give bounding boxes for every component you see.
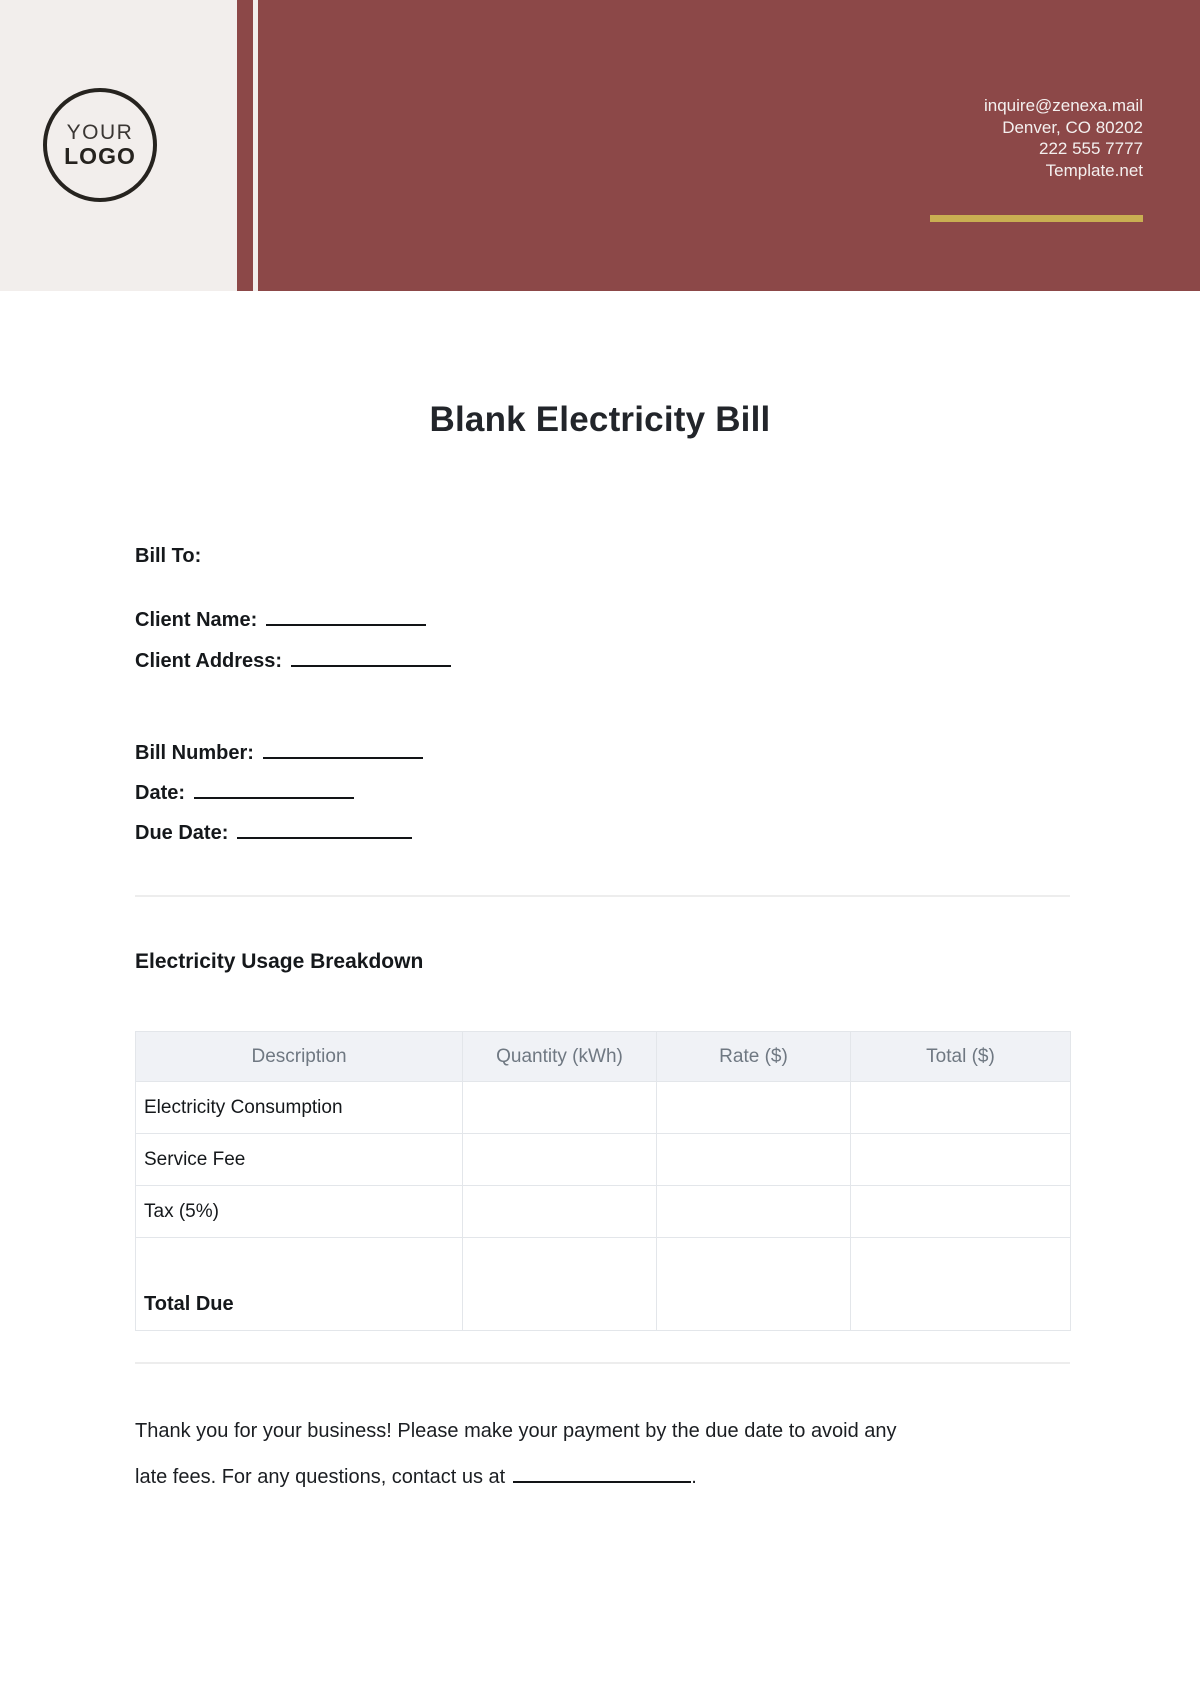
cell-description: Service Fee <box>136 1134 463 1186</box>
date-label: Date: <box>135 782 186 804</box>
cell-quantity <box>463 1082 657 1134</box>
footer-note-line2 <box>135 1462 1095 1489</box>
field-client-name <box>135 605 426 632</box>
cell-description: Tax (5%) <box>136 1186 463 1238</box>
cell-quantity <box>463 1134 657 1186</box>
due-date-blank <box>237 818 412 839</box>
section-divider-bottom <box>135 1362 1070 1364</box>
total-due-row <box>136 1238 1071 1331</box>
column-header-quantity: Quantity (kWh) <box>463 1032 657 1082</box>
footer-note-period: . <box>691 1466 697 1488</box>
bill-number-label: Bill Number: <box>135 742 254 764</box>
cell-rate <box>657 1186 851 1238</box>
due-date-label: Due Date: <box>135 822 229 844</box>
table-header-row <box>136 1032 1071 1082</box>
section-divider-top <box>135 895 1070 897</box>
total-due-total <box>851 1238 1071 1331</box>
bill-number-blank <box>263 738 423 759</box>
column-header-total: Total ($) <box>851 1032 1071 1082</box>
total-due-label: Total Due <box>136 1238 463 1331</box>
total-due-quantity <box>463 1238 657 1331</box>
cell-total <box>851 1186 1071 1238</box>
footer-note-line1: Thank you for your business! Please make your payment by the due date to avoid any <box>135 1420 897 1442</box>
column-header-rate: Rate ($) <box>657 1032 851 1082</box>
cell-quantity <box>463 1186 657 1238</box>
header-band <box>0 0 1200 291</box>
contact-address: Denver, CO 80202 <box>1002 117 1143 137</box>
logo <box>43 88 157 202</box>
contact-email: inquire@zenexa.mail <box>983 96 1143 115</box>
field-client-address <box>135 646 451 673</box>
contact-info <box>984 95 1143 181</box>
field-due-date <box>135 818 412 845</box>
gold-divider-bar <box>930 215 1143 222</box>
cell-description: Electricity Consumption <box>136 1082 463 1134</box>
contact-blank <box>513 1462 691 1483</box>
cell-total <box>851 1134 1071 1186</box>
logo-text-logo: LOGO <box>64 142 136 169</box>
client-address-label: Client Address: <box>135 650 283 672</box>
usage-table <box>135 1031 1071 1331</box>
bill-to-heading: Bill To: <box>135 545 202 567</box>
contact-phone: 222 555 7777 <box>1039 139 1143 158</box>
field-date <box>135 778 354 805</box>
contact-website: Template.net <box>1045 160 1143 180</box>
usage-heading: Electricity Usage Breakdown <box>135 950 424 973</box>
header-maroon-panel <box>258 0 1200 291</box>
column-header-description: Description <box>136 1032 463 1082</box>
table-row <box>136 1082 1071 1134</box>
client-address-blank <box>291 646 451 667</box>
table-row <box>136 1186 1071 1238</box>
logo-text-your: YOUR <box>66 120 134 144</box>
client-name-blank <box>266 605 426 626</box>
cell-rate <box>657 1134 851 1186</box>
field-bill-number <box>135 738 423 765</box>
cell-rate <box>657 1082 851 1134</box>
header-accent-strip <box>237 0 253 291</box>
date-blank <box>194 778 354 799</box>
page-title: Blank Electricity Bill <box>429 400 771 439</box>
client-name-label: Client Name: <box>135 609 258 631</box>
total-due-rate <box>657 1238 851 1331</box>
table-row <box>136 1134 1071 1186</box>
cell-total <box>851 1082 1071 1134</box>
footer-note-line2-text: late fees. For any questions, contact us at <box>135 1466 506 1488</box>
